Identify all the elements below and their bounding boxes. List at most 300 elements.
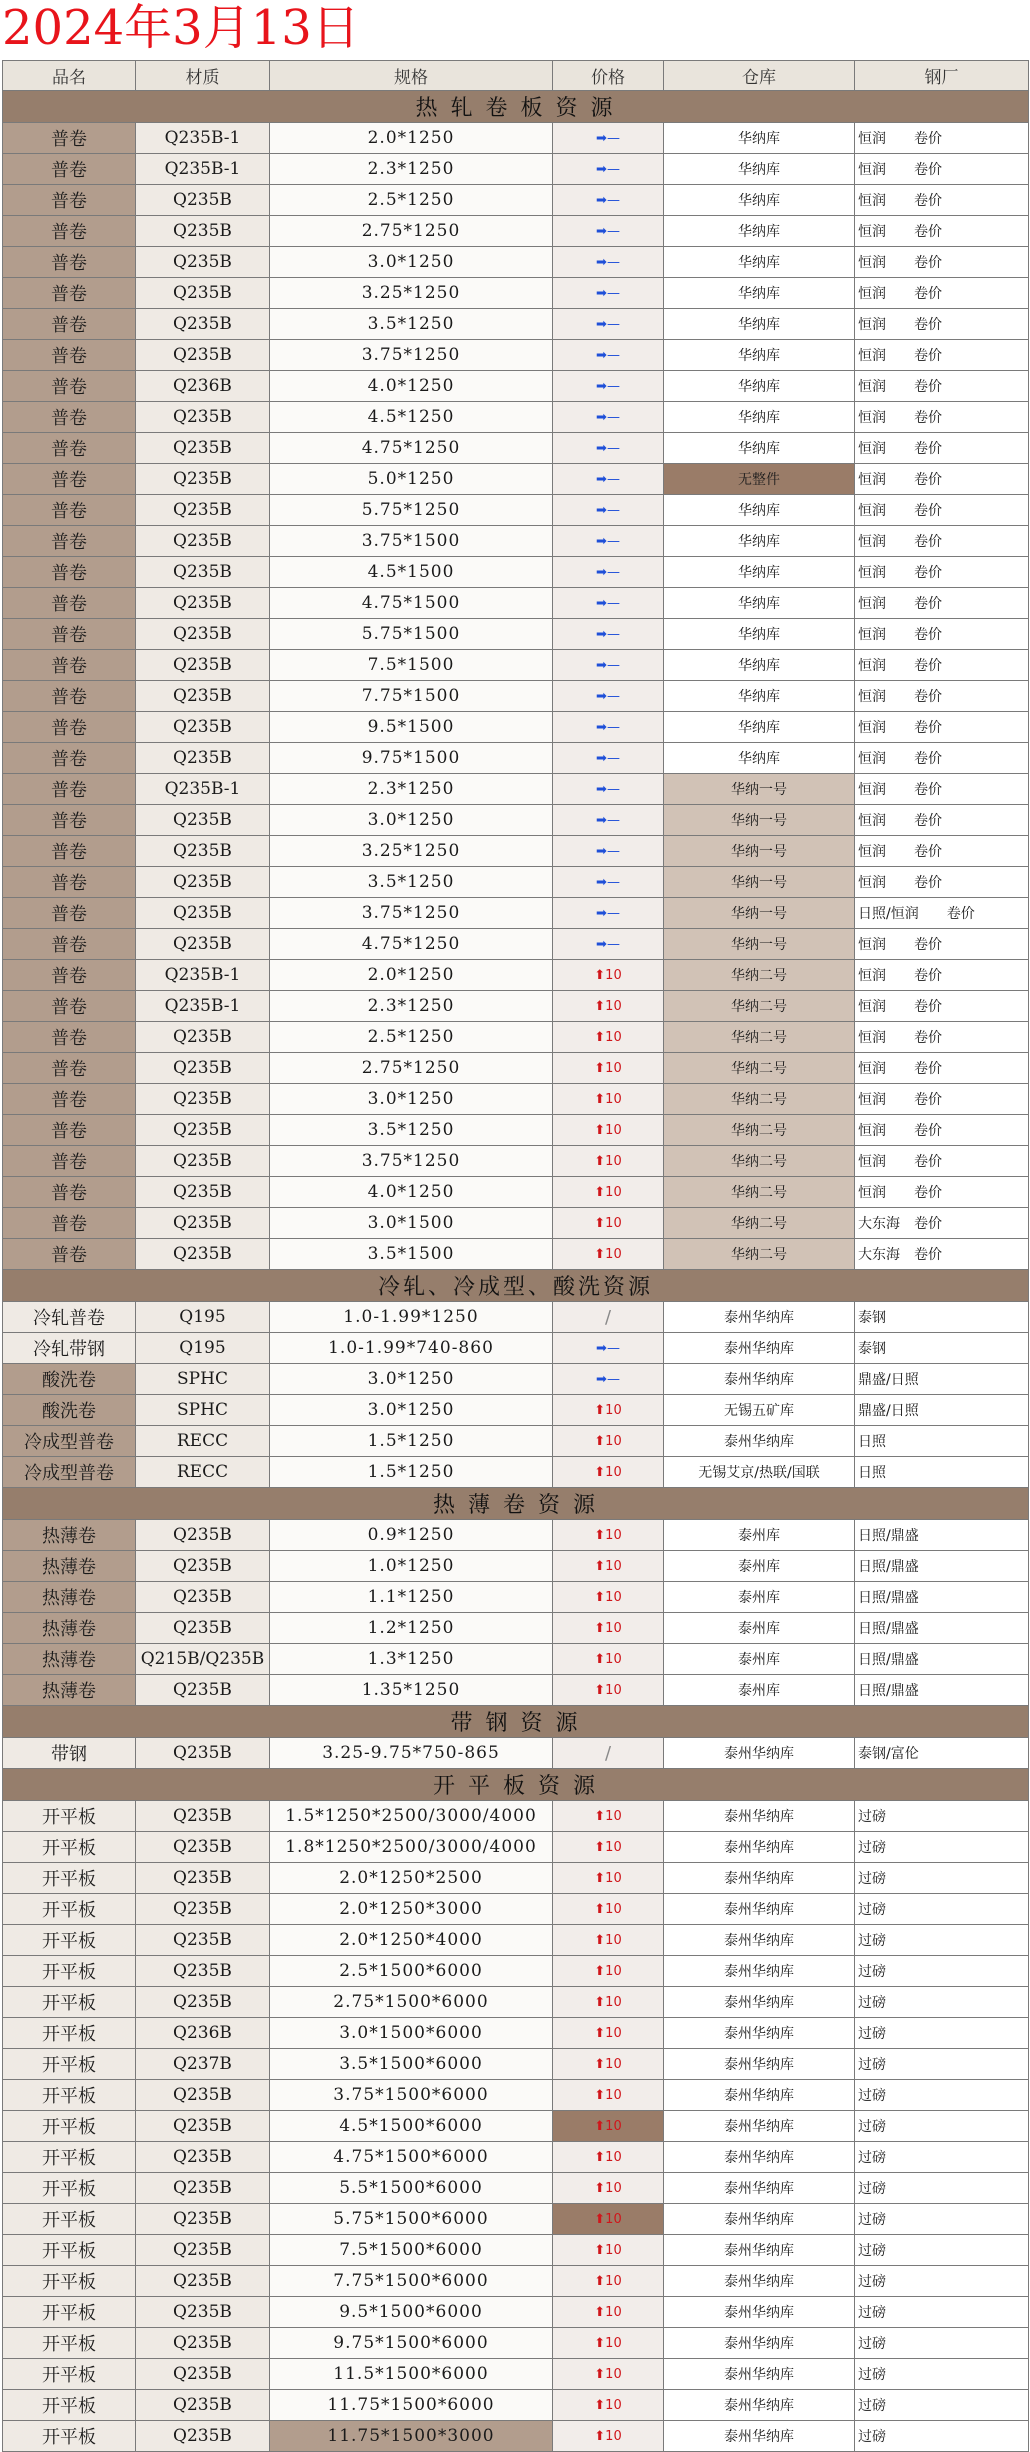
spec-cell: 3.75*1500*6000 [270,2080,553,2111]
warehouse-cell: 华纳库 [664,309,855,340]
arrow-up-icon: ⬆ [594,2397,606,2413]
table-row [3,1395,1029,1426]
warehouse-cell: 华纳库 [664,154,855,185]
table-row [3,2018,1029,2049]
table-row [3,1146,1029,1177]
table-row [3,1457,1029,1488]
mill-cell: 日照/鼎盛 [855,1551,1029,1582]
spec-cell: 4.0*1250 [270,1177,553,1208]
product-name-cell: 冷轧带钢 [3,1333,136,1364]
product-name-cell: 普卷 [3,526,136,557]
arrow-right-icon: ➡ [596,130,607,146]
price-change-value: 10 [605,2304,622,2320]
product-name-cell: 热薄卷 [3,1520,136,1551]
price-change-value: — [606,533,620,549]
warehouse-cell: 泰州华纳库 [664,2266,855,2297]
column-header-price: 价格 [553,61,664,91]
material-cell: Q235B [136,2390,270,2421]
arrow-up-icon: ⬆ [594,2025,606,2041]
spec-cell: 3.0*1250 [270,1084,553,1115]
arrow-up-icon: ⬆ [594,1963,606,1979]
price-change-value: 10 [605,2397,622,2413]
warehouse-cell: 泰州库 [664,1613,855,1644]
spec-cell: 3.0*1500 [270,1208,553,1239]
price-change-value: 10 [605,1901,622,1917]
price-cell [553,154,664,185]
arrow-up-icon: ⬆ [594,967,606,983]
warehouse-cell: 泰州华纳库 [664,2235,855,2266]
price-cell [553,2235,664,2266]
product-name-cell: 普卷 [3,154,136,185]
product-name-cell: 带钢 [3,1738,136,1769]
material-cell: Q235B [136,2328,270,2359]
material-cell: Q235B [136,402,270,433]
product-name-cell: 开平板 [3,1894,136,1925]
price-cell [553,1863,664,1894]
table-row [3,1613,1029,1644]
table-row [3,1084,1029,1115]
spec-cell: 3.0*1250 [270,247,553,278]
spec-cell: 5.5*1500*6000 [270,2173,553,2204]
mill-cell: 恒润 卷价 [855,805,1029,836]
price-cell [553,2018,664,2049]
product-name-cell: 普卷 [3,1053,136,1084]
price-cell [553,2204,664,2235]
table-row [3,960,1029,991]
arrow-up-icon: ⬆ [594,1558,606,1574]
warehouse-cell: 泰州库 [664,1520,855,1551]
price-cell [553,495,664,526]
mill-cell: 恒润 卷价 [855,1084,1029,1115]
mill-cell: 恒润 卷价 [855,1053,1029,1084]
arrow-right-icon: ➡ [596,409,607,425]
arrow-right-icon: ➡ [596,502,607,518]
warehouse-cell: 泰州华纳库 [664,1987,855,2018]
price-change-value: 10 [605,2180,622,2196]
warehouse-cell: 泰州华纳库 [664,2359,855,2390]
spec-cell: 4.75*1250 [270,929,553,960]
spec-cell: 1.0*1250 [270,1551,553,1582]
spec-cell: 2.0*1250 [270,960,553,991]
arrow-right-icon: ➡ [596,1340,607,1356]
arrow-right-icon: ➡ [596,316,607,332]
product-name-cell: 普卷 [3,1115,136,1146]
mill-cell: 恒润 卷价 [855,1022,1029,1053]
arrow-up-icon: ⬆ [594,1682,606,1698]
column-header-material: 材质 [136,61,270,91]
arrow-right-icon: ➡ [596,254,607,270]
price-cell [553,712,664,743]
mill-cell: 恒润 卷价 [855,309,1029,340]
product-name-cell: 冷轧普卷 [3,1302,136,1333]
material-cell: Q236B [136,2018,270,2049]
price-change-value: — [606,812,620,828]
material-cell: Q235B [136,1239,270,1270]
price-change-value: 10 [605,1029,622,1045]
price-change-value: 10 [605,2025,622,2041]
price-change-value: — [606,750,620,766]
price-cell [553,2142,664,2173]
warehouse-cell: 泰州华纳库 [664,2111,855,2142]
product-name-cell: 开平板 [3,2421,136,2452]
spec-cell: 1.0-1.99*1250 [270,1302,553,1333]
product-name-cell: 普卷 [3,309,136,340]
spec-cell: 7.5*1500 [270,650,553,681]
warehouse-cell: 泰州华纳库 [664,1894,855,1925]
spec-cell: 2.3*1250 [270,154,553,185]
mill-cell: 过磅 [855,2111,1029,2142]
arrow-up-icon: ⬆ [594,2366,606,2382]
product-name-cell: 酸洗卷 [3,1364,136,1395]
spec-cell: 1.5*1250 [270,1426,553,1457]
arrow-up-icon: ⬆ [594,1029,606,1045]
spec-cell: 4.0*1250 [270,371,553,402]
spec-cell: 2.75*1250 [270,216,553,247]
arrow-up-icon: ⬆ [594,1994,606,2010]
product-name-cell: 冷成型普卷 [3,1457,136,1488]
table-row [3,898,1029,929]
price-cell [553,526,664,557]
table-row [3,929,1029,960]
warehouse-cell: 泰州华纳库 [664,1925,855,1956]
mill-cell: 过磅 [855,1956,1029,1987]
price-change-value: — [606,192,620,208]
table-row [3,216,1029,247]
warehouse-cell: 华纳库 [664,123,855,154]
product-name-cell: 开平板 [3,2328,136,2359]
price-change-value: — [606,409,620,425]
spec-cell: 5.0*1250 [270,464,553,495]
price-change-value: — [606,781,620,797]
table-row [3,2204,1029,2235]
mill-cell: 恒润 卷价 [855,836,1029,867]
arrow-right-icon: ➡ [596,874,607,890]
column-header-warehouse: 仓库 [664,61,855,91]
product-name-cell: 开平板 [3,1925,136,1956]
spec-cell: 3.0*1250 [270,1395,553,1426]
material-cell: Q235B [136,1177,270,1208]
price-cell [553,1146,664,1177]
price-change-value: — [606,657,620,673]
table-row [3,712,1029,743]
spec-cell: 1.35*1250 [270,1675,553,1706]
warehouse-cell: 泰州华纳库 [664,1863,855,1894]
mill-cell: 恒润 卷价 [855,1115,1029,1146]
price-cell [553,1333,664,1364]
product-name-cell: 开平板 [3,2018,136,2049]
material-cell: RECC [136,1457,270,1488]
table-row [3,681,1029,712]
mill-cell: 恒润 卷价 [855,650,1029,681]
mill-cell: 大东海 卷价 [855,1239,1029,1270]
product-name-cell: 热薄卷 [3,1582,136,1613]
product-name-cell: 普卷 [3,216,136,247]
mill-cell: 日照/鼎盛 [855,1644,1029,1675]
spec-cell: 11.75*1500*3000 [270,2421,553,2452]
material-cell: Q235B [136,2080,270,2111]
product-name-cell: 普卷 [3,340,136,371]
table-row [3,1863,1029,1894]
price-cell [553,650,664,681]
table-row [3,588,1029,619]
product-name-cell: 开平板 [3,2235,136,2266]
price-cell [553,1520,664,1551]
material-cell: Q235B [136,495,270,526]
section-title: 热 轧 卷 板 资 源 [3,91,1029,123]
warehouse-cell: 泰州华纳库 [664,1801,855,1832]
mill-cell: 恒润 卷价 [855,867,1029,898]
section-header-row [3,1769,1029,1801]
warehouse-cell: 无锡艾京/热联/国联 [664,1457,855,1488]
price-cell [553,1022,664,1053]
material-cell: Q235B [136,712,270,743]
price-change-value: — [606,626,620,642]
table-row [3,1738,1029,1769]
spec-cell: 3.0*1250 [270,1364,553,1395]
material-cell: Q237B [136,2049,270,2080]
mill-cell: 过磅 [855,1987,1029,2018]
product-name-cell: 普卷 [3,402,136,433]
price-cell [553,1675,664,1706]
warehouse-cell: 泰州华纳库 [664,1956,855,1987]
warehouse-cell: 华纳库 [664,681,855,712]
mill-cell: 泰钢/富伦 [855,1738,1029,1769]
spec-cell: 9.5*1500*6000 [270,2297,553,2328]
material-cell: Q235B [136,1582,270,1613]
price-cell [553,2049,664,2080]
arrow-right-icon: ➡ [596,626,607,642]
mill-cell: 过磅 [855,1925,1029,1956]
material-cell: Q235B [136,2421,270,2452]
price-cell [553,2359,664,2390]
mill-cell: 大东海 卷价 [855,1208,1029,1239]
price-change-value: 10 [605,2366,622,2382]
price-cell [553,1302,664,1333]
mill-cell: 恒润 卷价 [855,774,1029,805]
section-title: 热 薄 卷 资 源 [3,1488,1029,1520]
warehouse-cell: 华纳一号 [664,836,855,867]
spec-cell: 0.9*1250 [270,1520,553,1551]
price-change-value: 10 [605,1464,622,1480]
product-name-cell: 开平板 [3,1956,136,1987]
arrow-up-icon: ⬆ [594,2056,606,2072]
price-change-value: 10 [605,1620,622,1636]
spec-cell: 7.75*1500*6000 [270,2266,553,2297]
mill-cell: 过磅 [855,2359,1029,2390]
mill-cell: 日照/恒润 卷价 [855,898,1029,929]
product-name-cell: 普卷 [3,1022,136,1053]
price-cell [553,929,664,960]
price-change-value: 10 [605,1527,622,1543]
arrow-up-icon: ⬆ [594,1091,606,1107]
arrow-up-icon: ⬆ [594,2087,606,2103]
arrow-right-icon: ➡ [596,1371,607,1387]
material-cell: Q235B [136,898,270,929]
arrow-up-icon: ⬆ [594,1433,606,1449]
mill-cell: 过磅 [855,2266,1029,2297]
spec-cell: 9.75*1500 [270,743,553,774]
table-row [3,2421,1029,2452]
table-row [3,1894,1029,1925]
product-name-cell: 开平板 [3,2266,136,2297]
arrow-right-icon: ➡ [596,688,607,704]
material-cell: Q235B [136,619,270,650]
mill-cell: 过磅 [855,2328,1029,2359]
product-name-cell: 开平板 [3,1863,136,1894]
mill-cell: 恒润 卷价 [855,1146,1029,1177]
warehouse-cell: 华纳库 [664,588,855,619]
arrow-right-icon: ➡ [596,812,607,828]
price-cell [553,1177,664,1208]
price-cell [553,774,664,805]
price-change-value: — [606,1371,620,1387]
mill-cell: 恒润 卷价 [855,247,1029,278]
price-cell [553,1053,664,1084]
product-name-cell: 开平板 [3,1832,136,1863]
section-header-row [3,91,1029,123]
warehouse-cell: 华纳库 [664,495,855,526]
spec-cell: 3.0*1250 [270,805,553,836]
product-name-cell: 开平板 [3,2297,136,2328]
price-change-value: — [606,347,620,363]
price-change-value: 10 [605,2273,622,2289]
spec-cell: 9.5*1500 [270,712,553,743]
product-name-cell: 普卷 [3,433,136,464]
material-cell: Q235B-1 [136,960,270,991]
arrow-right-icon: ➡ [596,936,607,952]
table-row [3,1582,1029,1613]
table-row [3,1208,1029,1239]
price-cell [553,681,664,712]
table-row [3,805,1029,836]
column-header-name: 品名 [3,61,136,91]
table-row [3,1675,1029,1706]
warehouse-cell: 华纳二号 [664,1115,855,1146]
arrow-right-icon: ➡ [596,192,607,208]
arrow-up-icon: ⬆ [594,1651,606,1667]
mill-cell: 过磅 [855,2018,1029,2049]
price-change-value: / [604,1742,612,1764]
spec-cell: 11.75*1500*6000 [270,2390,553,2421]
mill-cell: 日照/鼎盛 [855,1582,1029,1613]
table-row [3,2328,1029,2359]
material-cell: Q235B [136,2235,270,2266]
price-change-value: 10 [605,2211,622,2227]
mill-cell: 过磅 [855,2390,1029,2421]
arrow-up-icon: ⬆ [594,1122,606,1138]
mill-cell: 日照 [855,1457,1029,1488]
warehouse-cell: 华纳二号 [664,1053,855,1084]
material-cell: Q235B-1 [136,123,270,154]
table-row [3,433,1029,464]
price-change-value: 10 [605,2149,622,2165]
arrow-up-icon: ⬆ [594,1527,606,1543]
spec-cell: 1.2*1250 [270,1613,553,1644]
price-change-value: 10 [605,1122,622,1138]
warehouse-cell: 泰州华纳库 [664,2328,855,2359]
mill-cell: 过磅 [855,2421,1029,2452]
material-cell: Q235B [136,1084,270,1115]
price-cell [553,278,664,309]
price-change-value: — [606,130,620,146]
mill-cell: 恒润 卷价 [855,464,1029,495]
price-cell [553,2173,664,2204]
mill-cell: 恒润 卷价 [855,712,1029,743]
mill-cell: 恒润 卷价 [855,743,1029,774]
arrow-up-icon: ⬆ [594,2180,606,2196]
price-change-value: — [606,843,620,859]
product-name-cell: 冷成型普卷 [3,1426,136,1457]
table-row [3,650,1029,681]
price-cell [553,1208,664,1239]
product-name-cell: 普卷 [3,557,136,588]
price-change-value: 10 [605,1932,622,1948]
price-cell [553,557,664,588]
product-name-cell: 普卷 [3,991,136,1022]
spec-cell: 2.0*1250*4000 [270,1925,553,1956]
material-cell: Q235B [136,2173,270,2204]
warehouse-cell: 泰州库 [664,1551,855,1582]
material-cell: Q235B [136,2142,270,2173]
spec-cell: 5.75*1500 [270,619,553,650]
price-change-value: — [606,440,620,456]
spec-cell: 9.75*1500*6000 [270,2328,553,2359]
warehouse-cell: 华纳二号 [664,1084,855,1115]
product-name-cell: 普卷 [3,371,136,402]
mill-cell: 过磅 [855,2204,1029,2235]
arrow-up-icon: ⬆ [594,1901,606,1917]
mill-cell: 恒润 卷价 [855,526,1029,557]
mill-cell: 过磅 [855,1863,1029,1894]
spec-cell: 3.75*1250 [270,1146,553,1177]
price-cell [553,1832,664,1863]
price-change-value: 10 [605,1184,622,1200]
product-name-cell: 开平板 [3,2173,136,2204]
warehouse-cell: 泰州华纳库 [664,2018,855,2049]
arrow-right-icon: ➡ [596,781,607,797]
arrow-up-icon: ⬆ [594,2428,606,2444]
spec-cell: 2.5*1250 [270,185,553,216]
material-cell: Q235B [136,836,270,867]
mill-cell: 恒润 卷价 [855,991,1029,1022]
spec-cell: 3.5*1250 [270,1115,553,1146]
price-change-value: 10 [605,1402,622,1418]
table-row [3,247,1029,278]
price-change-value: — [606,471,620,487]
arrow-up-icon: ⬆ [594,1839,606,1855]
material-cell: Q235B-1 [136,774,270,805]
material-cell: Q195 [136,1333,270,1364]
price-cell [553,991,664,1022]
mill-cell: 日照/鼎盛 [855,1520,1029,1551]
arrow-right-icon: ➡ [596,905,607,921]
spec-cell: 3.25-9.75*750-865 [270,1738,553,1769]
warehouse-cell: 华纳库 [664,557,855,588]
mill-cell: 日照 [855,1426,1029,1457]
spec-cell: 3.75*1250 [270,340,553,371]
arrow-up-icon: ⬆ [594,2149,606,2165]
arrow-up-icon: ⬆ [594,1870,606,1886]
price-change-value: 10 [605,1060,622,1076]
price-change-value: — [606,223,620,239]
price-cell [553,247,664,278]
price-cell [553,1426,664,1457]
warehouse-cell: 泰州华纳库 [664,2142,855,2173]
mill-cell: 恒润 卷价 [855,185,1029,216]
price-change-value: — [606,719,620,735]
warehouse-cell: 泰州华纳库 [664,1832,855,1863]
product-name-cell: 开平板 [3,1801,136,1832]
